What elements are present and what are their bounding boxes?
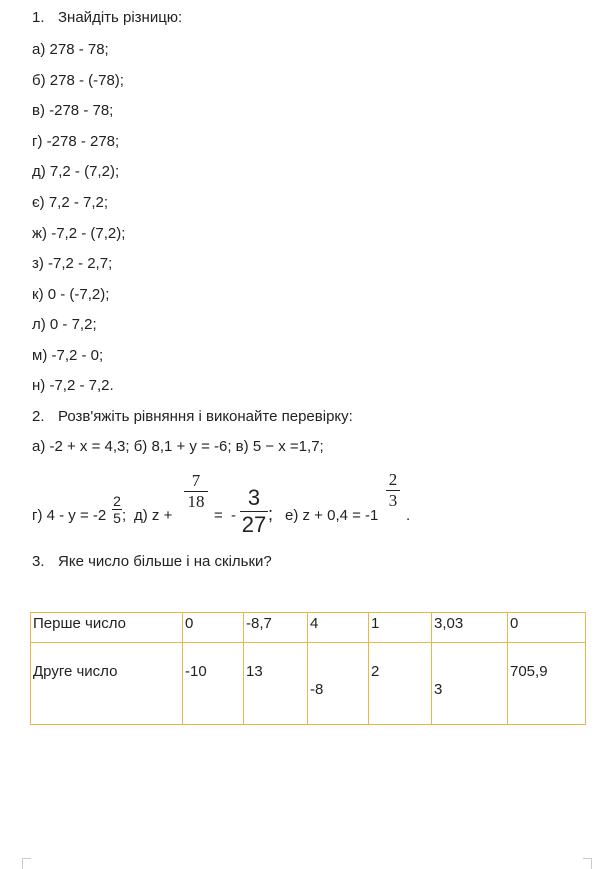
table-cell [308,643,369,725]
task2-equations-abv: а) -2 + х = 4,3; б) 8,1 + у = -6; в) 5 − х =1,7; [32,438,324,455]
task1-heading [32,9,182,26]
task1-number: 1. [32,9,45,26]
task2-heading [32,408,353,425]
task2-eq-d-fraction [184,471,208,512]
table-cell: -8,7 [244,613,308,643]
task3-number: 3. [32,553,45,570]
task2-number: 2. [32,408,45,425]
table-cell: 1 [369,613,432,643]
table-cell: -10 [183,643,244,725]
task3-title: Яке число більше і на скільки? [58,553,272,570]
table-cell: 13 [244,643,308,725]
task2-eq-g-suffix: ; [122,507,127,524]
task2-eq-d-equals: = [214,507,223,524]
table-cell [432,643,508,725]
fraction-denominator: 3 [388,491,398,510]
task2-eq-g-fraction [112,493,122,526]
task1-item-l: л) 0 - 7,2; [32,316,97,333]
fraction-denominator: 27 [241,512,267,537]
task1-item-n: н) -7,2 - 7,2. [32,377,114,394]
fraction-numerator: 2 [388,470,398,489]
page-corner-mark-left [22,858,31,869]
task2-eq-e-prefix: е) z + 0,4 = -1 [285,507,379,524]
task2-title: Розв'яжіть рівняння і виконайте перевірку: [58,408,353,425]
task1-item-d: д) 7,2 - (7,2); [32,163,120,180]
task3-heading [32,553,272,570]
task1-item-k: к) 0 - (-7,2); [32,286,110,303]
table-row [31,643,586,725]
task1-item-ye: є) 7,2 - 7,2; [32,194,109,211]
task1-item-v: в) -278 - 78; [32,102,114,119]
task2-eq-d-prefix: д) z + [134,507,173,524]
task1-title: Знайдіть різницю: [58,9,183,26]
task2-eq-e-fraction [386,470,400,511]
task2-eq-g-prefix: г) 4 - у = -2 [32,507,107,524]
table-cell: Друге число [31,643,183,725]
task2-eq-d-fraction-2 [240,485,268,538]
task1-item-a: а) 278 - 78; [32,41,109,58]
task1-item-z: з) -7,2 - 2,7; [32,255,113,272]
fraction-denominator: 18 [187,492,205,511]
fraction-numerator: 3 [247,485,261,510]
table-row [31,613,586,643]
table-cell: 4 [308,613,369,643]
task1-item-b: б) 278 - (-78); [32,72,124,89]
page-corner-mark-right [583,858,592,869]
table-cell: 705,9 [508,643,586,725]
task2-eq-d-suffix: ; [268,504,274,524]
task1-item-g: г) -278 - 278; [32,133,120,150]
fraction-denominator: 5 [113,510,121,526]
task1-item-zh: ж) -7,2 - (7,2); [32,225,126,242]
fraction-numerator: 7 [191,471,201,490]
comparison-table [30,612,586,725]
task2-eq-d-minus: - [231,507,236,524]
table-cell: 3,03 [432,613,508,643]
task2-eq-e-suffix: . [406,507,411,524]
fraction-numerator: 2 [113,493,121,509]
table-cell: 0 [183,613,244,643]
task1-item-m: м) -7,2 - 0; [32,347,104,364]
table-cell: 0 [508,613,586,643]
table-cell-value: -8 [310,681,324,698]
table-cell: 2 [369,643,432,725]
table-cell-value: 3 [434,681,443,698]
table-cell: Перше число [31,613,183,643]
